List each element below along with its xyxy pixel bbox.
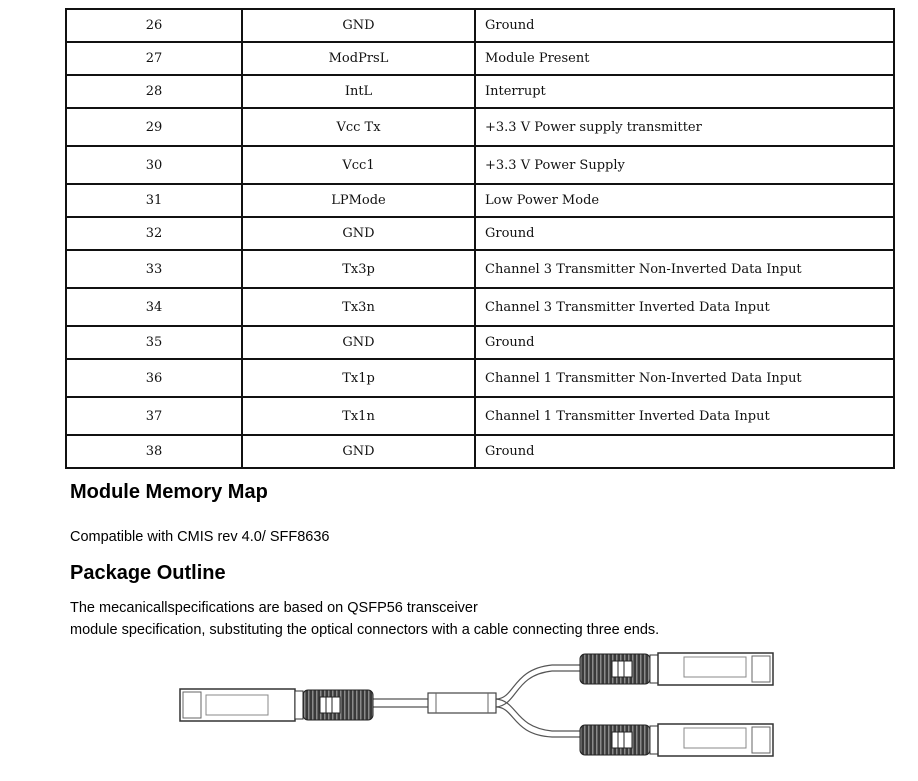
- pin-description-cell: Ground: [475, 217, 894, 250]
- pin-number-cell: 28: [66, 75, 242, 108]
- pin-name-cell: GND: [242, 435, 475, 468]
- pin-description-cell: +3.3 V Power supply transmitter: [475, 108, 894, 146]
- pin-number-cell: 32: [66, 217, 242, 250]
- cable-splitter: [428, 693, 496, 713]
- pin-description-cell: Ground: [475, 326, 894, 359]
- pin-name-cell: LPMode: [242, 184, 475, 217]
- pin-description-cell: Channel 1 Transmitter Inverted Data Input: [475, 397, 894, 435]
- pin-description-cell: Channel 1 Transmitter Non-Inverted Data Input: [475, 359, 894, 397]
- table-row: [66, 326, 894, 359]
- pin-name-cell: Vcc1: [242, 146, 475, 184]
- table-row: [66, 146, 894, 184]
- pin-description-cell: Module Present: [475, 42, 894, 75]
- table-row: [66, 397, 894, 435]
- pin-number-cell: 33: [66, 250, 242, 288]
- pin-description-cell: Channel 3 Transmitter Inverted Data Input: [475, 288, 894, 326]
- pin-number-cell: 30: [66, 146, 242, 184]
- pin-number-cell: 27: [66, 42, 242, 75]
- pin-name-cell: Tx1p: [242, 359, 475, 397]
- pin-description-cell: Interrupt: [475, 75, 894, 108]
- pin-number-cell: 29: [66, 108, 242, 146]
- qsfp56-connector-top-right: [580, 653, 773, 685]
- pin-number-cell: 36: [66, 359, 242, 397]
- qsfp56-connector-left: [180, 689, 373, 721]
- memory-map-text: Compatible with CMIS rev 4.0/ SFF8636: [70, 529, 330, 545]
- pin-number-cell: 37: [66, 397, 242, 435]
- pin-name-cell: GND: [242, 217, 475, 250]
- memory-map-heading: Module Memory Map: [70, 481, 268, 503]
- table-row: [66, 42, 894, 75]
- pin-name-cell: Tx3p: [242, 250, 475, 288]
- table-row: [66, 108, 894, 146]
- table-row: [66, 359, 894, 397]
- pin-description-cell: Ground: [475, 435, 894, 468]
- table-row: [66, 217, 894, 250]
- pin-description-cell: Low Power Mode: [475, 184, 894, 217]
- table-row: [66, 184, 894, 217]
- pin-number-cell: 34: [66, 288, 242, 326]
- pin-description-cell: Ground: [475, 9, 894, 42]
- pin-name-cell: Vcc Tx: [242, 108, 475, 146]
- pin-name-cell: IntL: [242, 75, 475, 108]
- pin-description-cell: +3.3 V Power Supply: [475, 146, 894, 184]
- table-row: [66, 75, 894, 108]
- package-outline-heading: Package Outline: [70, 562, 226, 584]
- pin-number-cell: 31: [66, 184, 242, 217]
- pin-description-cell: Channel 3 Transmitter Non-Inverted Data Input: [475, 250, 894, 288]
- table-row: [66, 435, 894, 468]
- pin-name-cell: Tx3n: [242, 288, 475, 326]
- package-outline-line-1: The mecanicallspecifications are based on QSFP56 transceiver: [70, 600, 478, 616]
- pin-name-cell: ModPrsL: [242, 42, 475, 75]
- table-row: [66, 9, 894, 42]
- breakout-cable-diagram: [160, 645, 780, 781]
- pin-table-body: [66, 9, 894, 468]
- pin-number-cell: 35: [66, 326, 242, 359]
- pin-number-cell: 26: [66, 9, 242, 42]
- table-row: [66, 288, 894, 326]
- table-row: [66, 250, 894, 288]
- package-outline-line-2: module specification, substituting the optical connectors with a cable connecting three ends.: [70, 622, 660, 638]
- qsfp56-connector-bottom-right: [580, 724, 773, 756]
- pin-number-cell: 38: [66, 435, 242, 468]
- pin-name-cell: GND: [242, 326, 475, 359]
- pin-name-cell: Tx1n: [242, 397, 475, 435]
- pin-assignment-table: [65, 8, 895, 469]
- pin-name-cell: GND: [242, 9, 475, 42]
